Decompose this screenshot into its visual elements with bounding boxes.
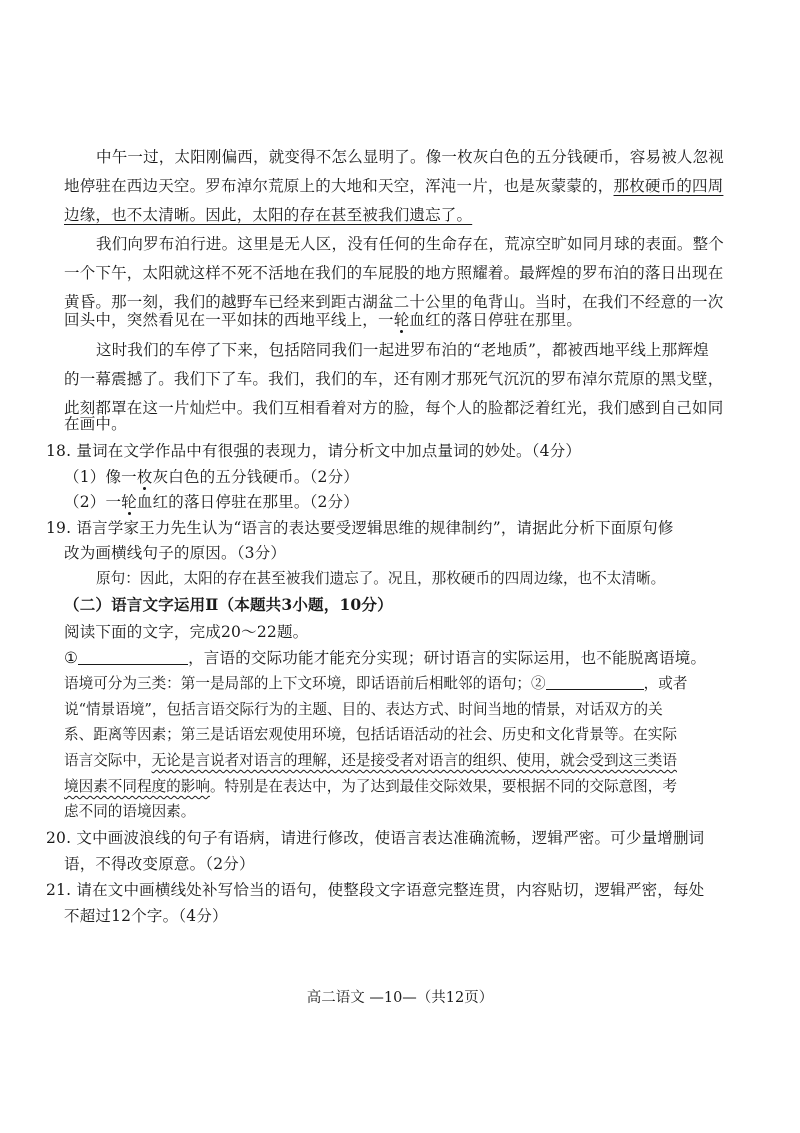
passage2-line1-text: ，言语的交际功能才能充分实现；研讨语言的实际运用，也不能脱离语境。 bbox=[188, 649, 707, 667]
wavy-sentence-part1: 无论是言说者对语言的理解，还是接受者对语言的组织、使用，就会受到这三类语 bbox=[151, 752, 677, 769]
passage-p2-line4-rest: 血红的落日停驻在那里。 bbox=[409, 311, 583, 329]
dotted-measure-word-lun: 轮 bbox=[393, 311, 410, 329]
blank-1-number: ① bbox=[64, 649, 79, 667]
passage-p1-line2-text: 地停驻在西边天空。罗布淖尔荒原上的大地和天空，浑沌一片，也是灰蒙蒙的， bbox=[64, 177, 614, 195]
question-18-sub2 bbox=[64, 490, 359, 514]
passage-p3-line4: 在画中。 bbox=[64, 415, 127, 433]
passage2-line7: 虑不同的语境因素。 bbox=[64, 803, 196, 820]
passage-p2-line4 bbox=[64, 308, 582, 332]
passage-p2-line2: 一个下午，太阳就这样不死不活地在我们的车屁股的地方照耀着。最辉煌的罗布泊的落日出现在 bbox=[64, 264, 724, 282]
question-19-original-sentence: 原句：因此，太阳的存在甚至被我们遗忘了。况且，那枚硬币的四周边缘，也不太清晰。 bbox=[96, 570, 666, 587]
passage-p3-line1: 这时我们的车停了下来，包括陪同我们一起进罗布泊的“老地质”，都被西地平线上那辉煌 bbox=[96, 341, 709, 359]
passage2-line1 bbox=[64, 646, 706, 670]
passage2-line6-rest: 。特别是在表达中，为了达到最佳交际效果，要根据不同的交际意图，考 bbox=[209, 778, 677, 795]
question-18-sub1 bbox=[64, 465, 359, 489]
section-2-instruction: 阅读下面的文字，完成20～22题。 bbox=[64, 623, 309, 641]
passage-p2-line1: 我们向罗布泊行进。这里是无人区，没有任何的生命存在，荒凉空旷如同月球的表面。整个 bbox=[96, 235, 725, 253]
dotted-measure-word-mei: 枚 bbox=[136, 468, 153, 486]
passage2-line4: 系、距离等因素；第三是话语宏观使用环境，包括话语活动的社会、历史和文化背景等。在实际 bbox=[64, 726, 677, 743]
question-18-sub1-prefix: （1）像一 bbox=[64, 468, 137, 486]
passage2-line5 bbox=[64, 749, 677, 773]
question-18-sub2-prefix: （2）一 bbox=[64, 493, 122, 511]
question-21-line2: 不超过12个字。（4分） bbox=[64, 907, 228, 925]
passage2-line6 bbox=[64, 775, 677, 799]
passage-p3-line3: 此刻都罩在这一片灿烂中。我们互相看着对方的脸，每个人的脸都泛着红光，我们感到自己如同 bbox=[64, 399, 724, 417]
question-20-line1: 20. 文中画波浪线的句子有语病，请进行修改，使语言表达准确流畅，逻辑严密。可少量增删词 bbox=[46, 829, 705, 847]
blank-2[interactable] bbox=[546, 673, 644, 690]
passage-p1-line2 bbox=[64, 174, 723, 198]
question-19-line1: 19. 语言学家王力先生认为“语言的表达要受逻辑思维的规律制约”，请据此分析下面原句修 bbox=[46, 519, 674, 537]
question-18-sub1-rest: 灰白色的五分钱硬币。（2分） bbox=[152, 468, 359, 486]
passage-p3-line2: 的一幕震撼了。我们下了车。我们，我们的车，还有刚才那死气沉沉的罗布淖尔荒原的黑戈壁， bbox=[64, 370, 724, 388]
passage2-line2-rest: ，或者 bbox=[643, 675, 688, 692]
section-2-heading: （二）语言文字运用Ⅱ（本题共3小题，10分） bbox=[64, 595, 393, 614]
passage-p1-line1: 中午一过，太阳刚偏西，就变得不怎么显明了。像一枚灰白色的五分钱硬币，容易被人忽视 bbox=[96, 148, 725, 166]
passage-p1-line3 bbox=[64, 203, 472, 227]
question-18-sub2-rest: 血红的落日停驻在那里。（2分） bbox=[136, 493, 359, 511]
passage2-line2-text: 语境可分为三类：第一是局部的上下文环境，即话语前后相毗邻的语句； bbox=[64, 675, 532, 692]
question-19-line2: 改为画横线句子的原因。（3分） bbox=[64, 544, 287, 562]
question-21-line1: 21. 请在文中画横线处补写恰当的语句，使整段文字语意完整连贯，内容贴切，逻辑严密，每处 bbox=[46, 881, 705, 899]
question-18-stem: 18. 量词在文学作品中有很强的表现力，请分析文中加点量词的妙处。（4分） bbox=[46, 442, 582, 460]
passage-p2-line4-yi: 一 bbox=[378, 311, 394, 329]
question-20-line2: 语，不得改变原意。（2分） bbox=[64, 855, 255, 873]
passage2-line3: 说“情景语境”，包括言语交际行为的主题、目的、表达方式、时间当地的情景，对话双方的关 bbox=[64, 701, 663, 718]
dotted-measure-word-lun-2: 轮 bbox=[121, 493, 137, 511]
blank-2-number: ② bbox=[531, 675, 546, 692]
underlined-sentence-part2: 边缘，也不太清晰。因此，太阳的存在甚至被我们遗忘了。 bbox=[64, 206, 473, 224]
passage2-line2 bbox=[64, 672, 687, 696]
page-footer: 高二语文 —10—（共12页） bbox=[306, 990, 494, 1006]
passage2-line5-text: 语言交际中， bbox=[64, 752, 152, 769]
passage-p2-line3: 黄昏。那一刻，我们的越野车已经来到距古湖盆二十公里的龟背山。当时，在我们不经意的一次 bbox=[64, 293, 724, 311]
passage-p2-line4-text: 回头中，突然看见在一平如抹的西地平线上， bbox=[64, 311, 379, 329]
blank-1[interactable] bbox=[78, 648, 188, 665]
wavy-sentence-part2: 境因素不同程度的影响 bbox=[64, 778, 210, 795]
underlined-sentence-part1: 那枚硬币的四周 bbox=[613, 177, 724, 195]
